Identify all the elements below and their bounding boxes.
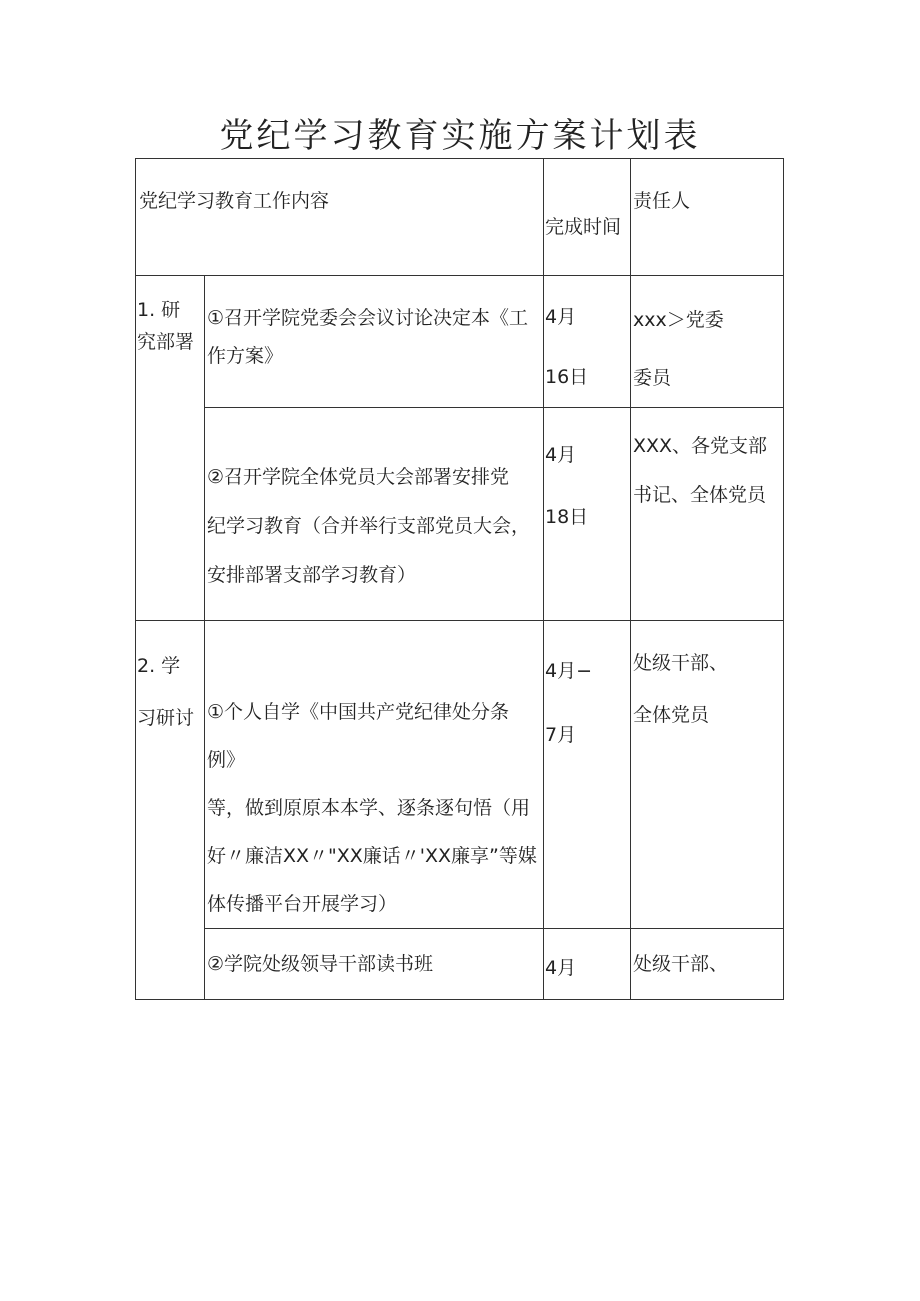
- header-content-cell: [136, 159, 544, 276]
- time-cell: [544, 408, 631, 621]
- time-cell: [544, 929, 631, 1000]
- time-text: 4月 18日: [545, 444, 589, 528]
- content-cell: [205, 621, 544, 929]
- section-label: 1. 研 究部署: [137, 299, 195, 353]
- person-text: xxx＞党委 委员: [633, 309, 724, 389]
- table-row: [136, 408, 784, 621]
- table-row: [136, 929, 784, 1000]
- section-label: 2. 学 习研讨: [137, 655, 195, 729]
- content-text: ①召开学院党委会会议讨论决定本《工 作方案》: [207, 307, 529, 367]
- header-person-cell: [631, 159, 784, 276]
- header-time-label: 完成时间: [545, 216, 622, 238]
- section-label-cell: [136, 276, 205, 621]
- time-cell: [544, 276, 631, 408]
- time-cell: [544, 621, 631, 929]
- content-text: ②学院处级领导干部读书班: [207, 953, 434, 975]
- content-cell: [205, 929, 544, 1000]
- person-cell: [631, 276, 784, 408]
- section-label-cell: [136, 621, 205, 1000]
- time-text: 4月: [545, 957, 577, 979]
- table-header-row: [136, 159, 784, 276]
- table-row: [136, 621, 784, 929]
- person-text: 处级干部、 全体党员: [633, 652, 729, 726]
- header-person-label: 责任人: [633, 190, 691, 212]
- table-row: [136, 276, 784, 408]
- person-cell: [631, 621, 784, 929]
- page-title: 党纪学习教育实施方案计划表: [219, 116, 701, 156]
- plan-table: [135, 158, 784, 1000]
- person-text: XXX、各党支部 书记、全体党员: [633, 435, 768, 506]
- content-text: ①个人自学《中国共产党纪律处分条例》 等，做到原原本本学、逐条逐句悟（用 好〃廉洁XX〃"XX廉话〃'XX廉享”等媒 体传播平台开展学习）: [207, 701, 537, 915]
- person-cell: [631, 408, 784, 621]
- header-content-label: 党纪学习教育工作内容: [139, 190, 330, 212]
- person-text: 处级干部、: [633, 953, 729, 975]
- content-cell: [205, 408, 544, 621]
- person-cell: [631, 929, 784, 1000]
- content-text: ②召开学院全体党员大会部署安排党 纪学习教育（合并举行支部党员大会， 安排部署支部学习教育）: [207, 466, 531, 586]
- time-text: 4月 16日: [545, 306, 589, 388]
- time-text: 4月− 7月: [545, 660, 593, 746]
- header-time-cell: [544, 159, 631, 276]
- content-cell: [205, 276, 544, 408]
